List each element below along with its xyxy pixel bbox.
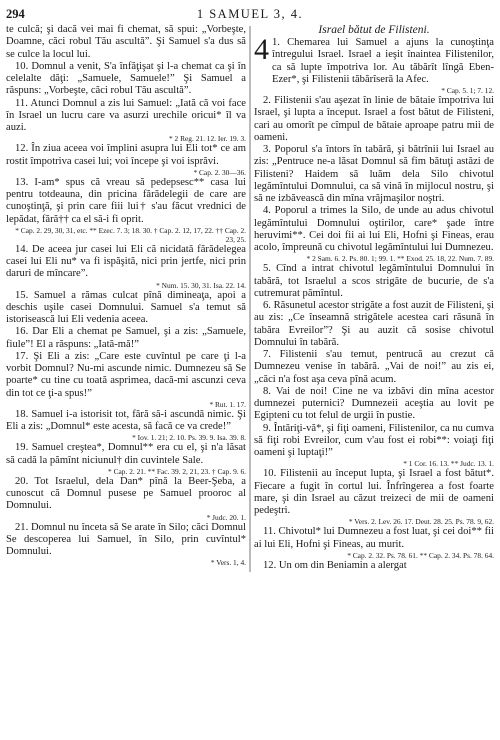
verse-paragraph: 15. Samuel a rămas culcat pînă dimineaţa, apoi a deschis uşile casei Domnului. Samuel s'a temut să istorisească lui Eli vedenia aceea. [6, 289, 246, 325]
verse-paragraph: 17. Şi Eli a zis: „Care este cuvîntul pe care ţi l-a vorbit Domnul? Nu-mi ascunde nimic. Dumnezeu să Se poarte* cu tine cu toată asprimea, dacă-mi ascunzi ceva din tot ce ţi-a spus!” [6, 350, 246, 399]
cross-reference: * Cap. 5. 1; 7. 12. [441, 86, 494, 95]
cross-reference: * Judc. 20. 1. [206, 512, 246, 522]
section-title: Israel bătut de Filisteni. [318, 24, 430, 36]
verse-paragraph: 14. De aceea jur casei lui Eli că nicidată fărădelegea casei lui Eli nu* va fi ispăşită, nici prin jertfe, nici prin daruri de mîncare”. [6, 243, 246, 280]
cross-reference: * Rut. 1. 17. [209, 399, 246, 409]
chapter-number: 4 [254, 33, 269, 66]
verse-paragraph: 8. Vai de noi! Cine ne va izbăvi din mîna acestor dumnezei puternici? Dumnezeii aceştia au lovit pe Egipteni cu tot felul de urgii în pustie. [254, 385, 494, 422]
running-title: 1 SAMUEL 3, 4. [196, 7, 304, 21]
verse-paragraph: 10. Domnul a venit, S'a înfăţişat şi l-a chemat ca şi în celelalte dăţi: „Samuele, Samuele!” Şi Samuel a răspuns: „Vorbeşte, căci robul Tău ascultă”. [6, 60, 246, 97]
verse-paragraph: 2. Filistenii s'au aşezat în linie de bătaie împotriva lui Israel, şi lupta a început. Israel a fost bătut de Filisteni, cari au omorît pe cîmpul de bătaie aproape patru mii de oameni. [254, 95, 494, 143]
verse-paragraph: 11. Atunci Domnul a zis lui Samuel: „Iată că voi face în Israel un lucru care va asurzi urechile oricui* îl va auzi. [6, 97, 246, 133]
verse-paragraph: 4. Poporul a trimes la Silo, de unde au adus chivotul legămîntului Domnului oştirilor, care* şade între heruvimi**. Cei doi fii ai lui Eli, Hofni şi Fineas, erau acolo, împreună cu chivotul legămîntului lui Dumnezeu. [254, 205, 494, 253]
cross-reference: * Vers. 1, 4. [210, 558, 246, 568]
left-column [6, 24, 246, 572]
cross-reference: * Vers. 2. Lev. 26. 17. Deut. 28. 25. Ps. 78. 9, 62. [348, 517, 494, 527]
cross-reference: * Iov. 1. 21; 2. 10. Ps. 39. 9. Isa. 39. 8. [132, 433, 246, 443]
verse-paragraph: 11. Chivotul* lui Dumnezeu a fost luat, şi cei doi** fii ai lui Eli, Hofni şi Fineas, au murit. [254, 526, 494, 550]
verse-paragraph: 12. În ziua aceea voi împlini asupra lui Eli tot* ce am rostit împotriva casei lui; voi începe şi voi isprăvi. [6, 143, 246, 167]
cross-reference: * Cap. 2. 21. ** Fac. 39. 2, 21, 23. † Cap. 9. 6. [108, 466, 246, 476]
verse-paragraph: 5. Cînd a intrat chivotul legămîntului Domnului în tabără, tot Israelul a scos strigăte de bucurie, de s'a cutremurat pămîntul. [254, 263, 494, 299]
page-number: 294 [6, 7, 25, 21]
verse-paragraph: 21. Domnul nu înceta să Se arate în Silo; căci Domnul Se descoperea lui Samuel, în Silo, prin cuvîntul* Domnului. [6, 521, 246, 557]
verse-paragraph: 13. I-am* spus că vreau să pedepsesc** casa lui pentru totdeauna, din pricina fărădelegii de care are cunoştinţă, şi prin care fiii lui† s'au făcut vrednici de lepădat, fără†† ca el să-i fi oprit. [6, 176, 246, 225]
verse-paragraph: 20. Tot Israelul, dela Dan* pînă la Beer-Şeba, a cunoscut că Domnul pusese pe Samuel prooroc al Domnului. [6, 475, 246, 512]
verse-paragraph: 12. Un om din Beniamin a alergat [263, 559, 407, 571]
cross-reference: * 2 Reg. 21. 12. Ier. 19. 3. [169, 134, 246, 144]
column-divider [250, 26, 251, 572]
verse-1: 1. Chemarea lui Samuel a ajuns la cunoştinţa întregului Israel. Israel a ieşit înaintea Filistenilor, ca să lupte împotriva lor. Au tăbărît lîngă Eben-Ezer*, şi Filistenii tăbărîseră la Afec. [272, 37, 494, 85]
page-header [6, 6, 494, 22]
verse-paragraph: 7. Filistenii s'au temut, pentrucă au crezut că Dumnezeu venise în tabără. „Vai de noi!” au zis ei, „căci n'a fost aşa ceva pînă acum. [254, 349, 494, 385]
verse-paragraph: 16. Dar Eli a chemat pe Samuel, şi a zis: „Samuele, fiule”! El a răspuns: „Iată-mă!” [6, 326, 246, 350]
cross-reference: * Cap. 2. 30—36. [193, 167, 246, 177]
verse-paragraph: 6. Răsunetul acestor strigăte a fost auzit de Filisteni, şi au zis: „Ce înseamnă strigătele acestea cari răsună în tabăra Evreilor”? Şi au auzit că sosise chivotul Domnului în tabără. [254, 300, 494, 348]
right-column [254, 24, 494, 572]
cross-reference: * Cap. 2. 29, 30, 31, etc. ** Ezec. 7. 3; 18. 30. † Cap. 2. 12, 17, 22. †† Cap. 2. 23, 25. [15, 225, 246, 244]
verse-paragraph: 18. Samuel i-a istorisit tot, fără să-i ascundă nimic. Şi Eli a zis: „Domnul* este acesta, să facă ce va crede!” [6, 408, 246, 432]
verse-paragraph: te culcă; şi dacă vei mai fi chemat, să spui: „Vorbeşte, Doamne, căci robul Tău ascultă”. Şi Samuel s'a dus să se culce la locul lui. [6, 24, 246, 60]
cross-reference: * 2 Sam. 6. 2. Ps. 80. 1; 99. 1. ** Exod. 25. 18, 22. Num. 7. 89. [306, 254, 494, 264]
verse-paragraph: 3. Poporul s'a întors în tabără, şi bătrînii lui Israel au zis: „Pentruce ne-a lăsat Domnul să fim bătuţi astăzi de Filisteni? Haidem să luăm dela Silo chivotul legămîntului Domnului, ca să vină în mijlocul nostru, şi să ne izbăvească din mîna vrăjmaşilor noştri. [254, 144, 494, 204]
chapter-start [254, 33, 494, 86]
cross-reference: * 1 Cor. 16. 13. ** Judc. 13. 1. [403, 459, 494, 469]
text-columns [6, 24, 494, 572]
cross-reference: * Cap. 2. 32. Ps. 78. 61. ** Cap. 2. 34. Ps. 78. 64. [347, 550, 494, 560]
verse-paragraph: 10. Filistenii au început lupta, şi Israel a fost bătut*. Fiecare a fugit în cortul lui. Înfrîngerea a fost foarte mare, şi din Israel au căzut treizeci de mii de oameni pedeştri. [254, 468, 494, 516]
verse-paragraph: 9. Întăriţi-vă*, şi fiţi oameni, Filistenilor, ca nu cumva să fiţi robi Evreilor, cum v'au fost ei robi**: voiaţi fiţi oameni şi luptaţi!” [254, 422, 494, 458]
cross-reference: * Num. 15. 30, 31. Isa. 22. 14. [156, 280, 246, 290]
verse-paragraph: 19. Samuel creştea*, Domnul** era cu el, şi n'a lăsat să cadă la pămînt niciunul† din cuvintele Sale. [6, 442, 246, 466]
